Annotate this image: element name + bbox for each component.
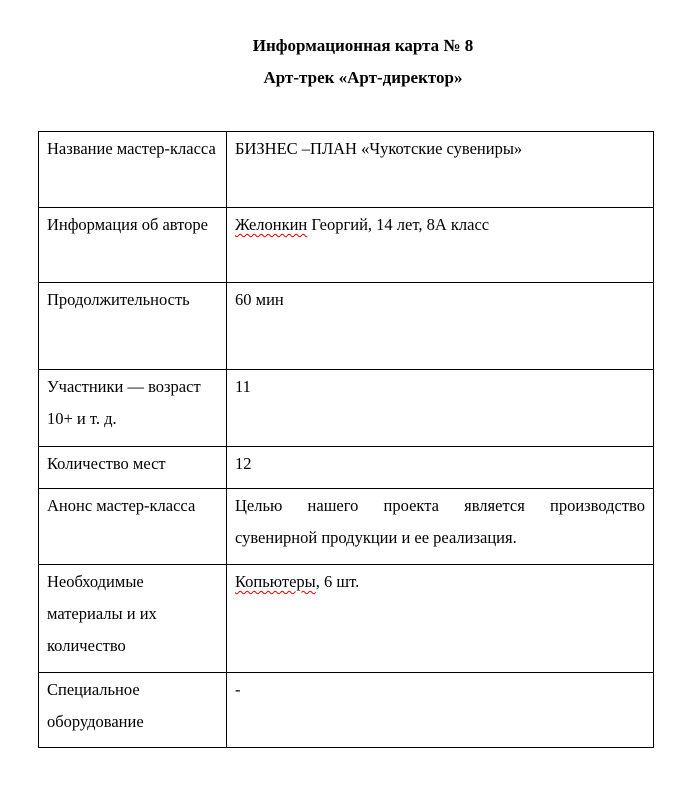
row-label: Анонс мастер-класса: [39, 489, 227, 565]
row-value: 12: [227, 447, 654, 489]
row-value: 11: [227, 370, 654, 447]
row-label: Участники — возраст 10+ и т. д.: [39, 370, 227, 447]
info-table: [38, 131, 654, 748]
row-label: Специальное оборудование: [39, 673, 227, 748]
row-value: Целью нашего проекта является производство сувенирной продукции и ее реализация.: [227, 489, 654, 565]
table-row: [39, 447, 654, 489]
row-value: -: [227, 673, 654, 748]
table-row: [39, 370, 654, 447]
table-row: [39, 673, 654, 748]
table-row: [39, 283, 654, 370]
document-subtitle: Арт-трек «Арт-директор»: [263, 68, 463, 87]
row-label: Количество мест: [39, 447, 227, 489]
row-value: БИЗНЕС –ПЛАН «Чукотские сувениры»: [227, 132, 654, 208]
row-value-text: , 6 шт.: [315, 572, 360, 591]
table-row: [39, 132, 654, 208]
spellcheck-word[interactable]: Желонкин: [235, 215, 308, 234]
row-value: 60 мин: [227, 283, 654, 370]
row-label: Необходимые материалы и их количество: [39, 565, 227, 673]
table-row: [39, 565, 654, 673]
document-title: Информационная карта № 8: [252, 36, 474, 55]
row-label: Продолжительность: [39, 283, 227, 370]
row-label: Название мастер-класса: [39, 132, 227, 208]
table-row: [39, 489, 654, 565]
row-value: [227, 208, 654, 283]
table-row: [39, 208, 654, 283]
row-value: [227, 565, 654, 673]
row-label: Информация об авторе: [39, 208, 227, 283]
row-value-text: Георгий, 14 лет, 8А класс: [307, 215, 490, 234]
spellcheck-word[interactable]: Копьютеры: [235, 572, 316, 591]
